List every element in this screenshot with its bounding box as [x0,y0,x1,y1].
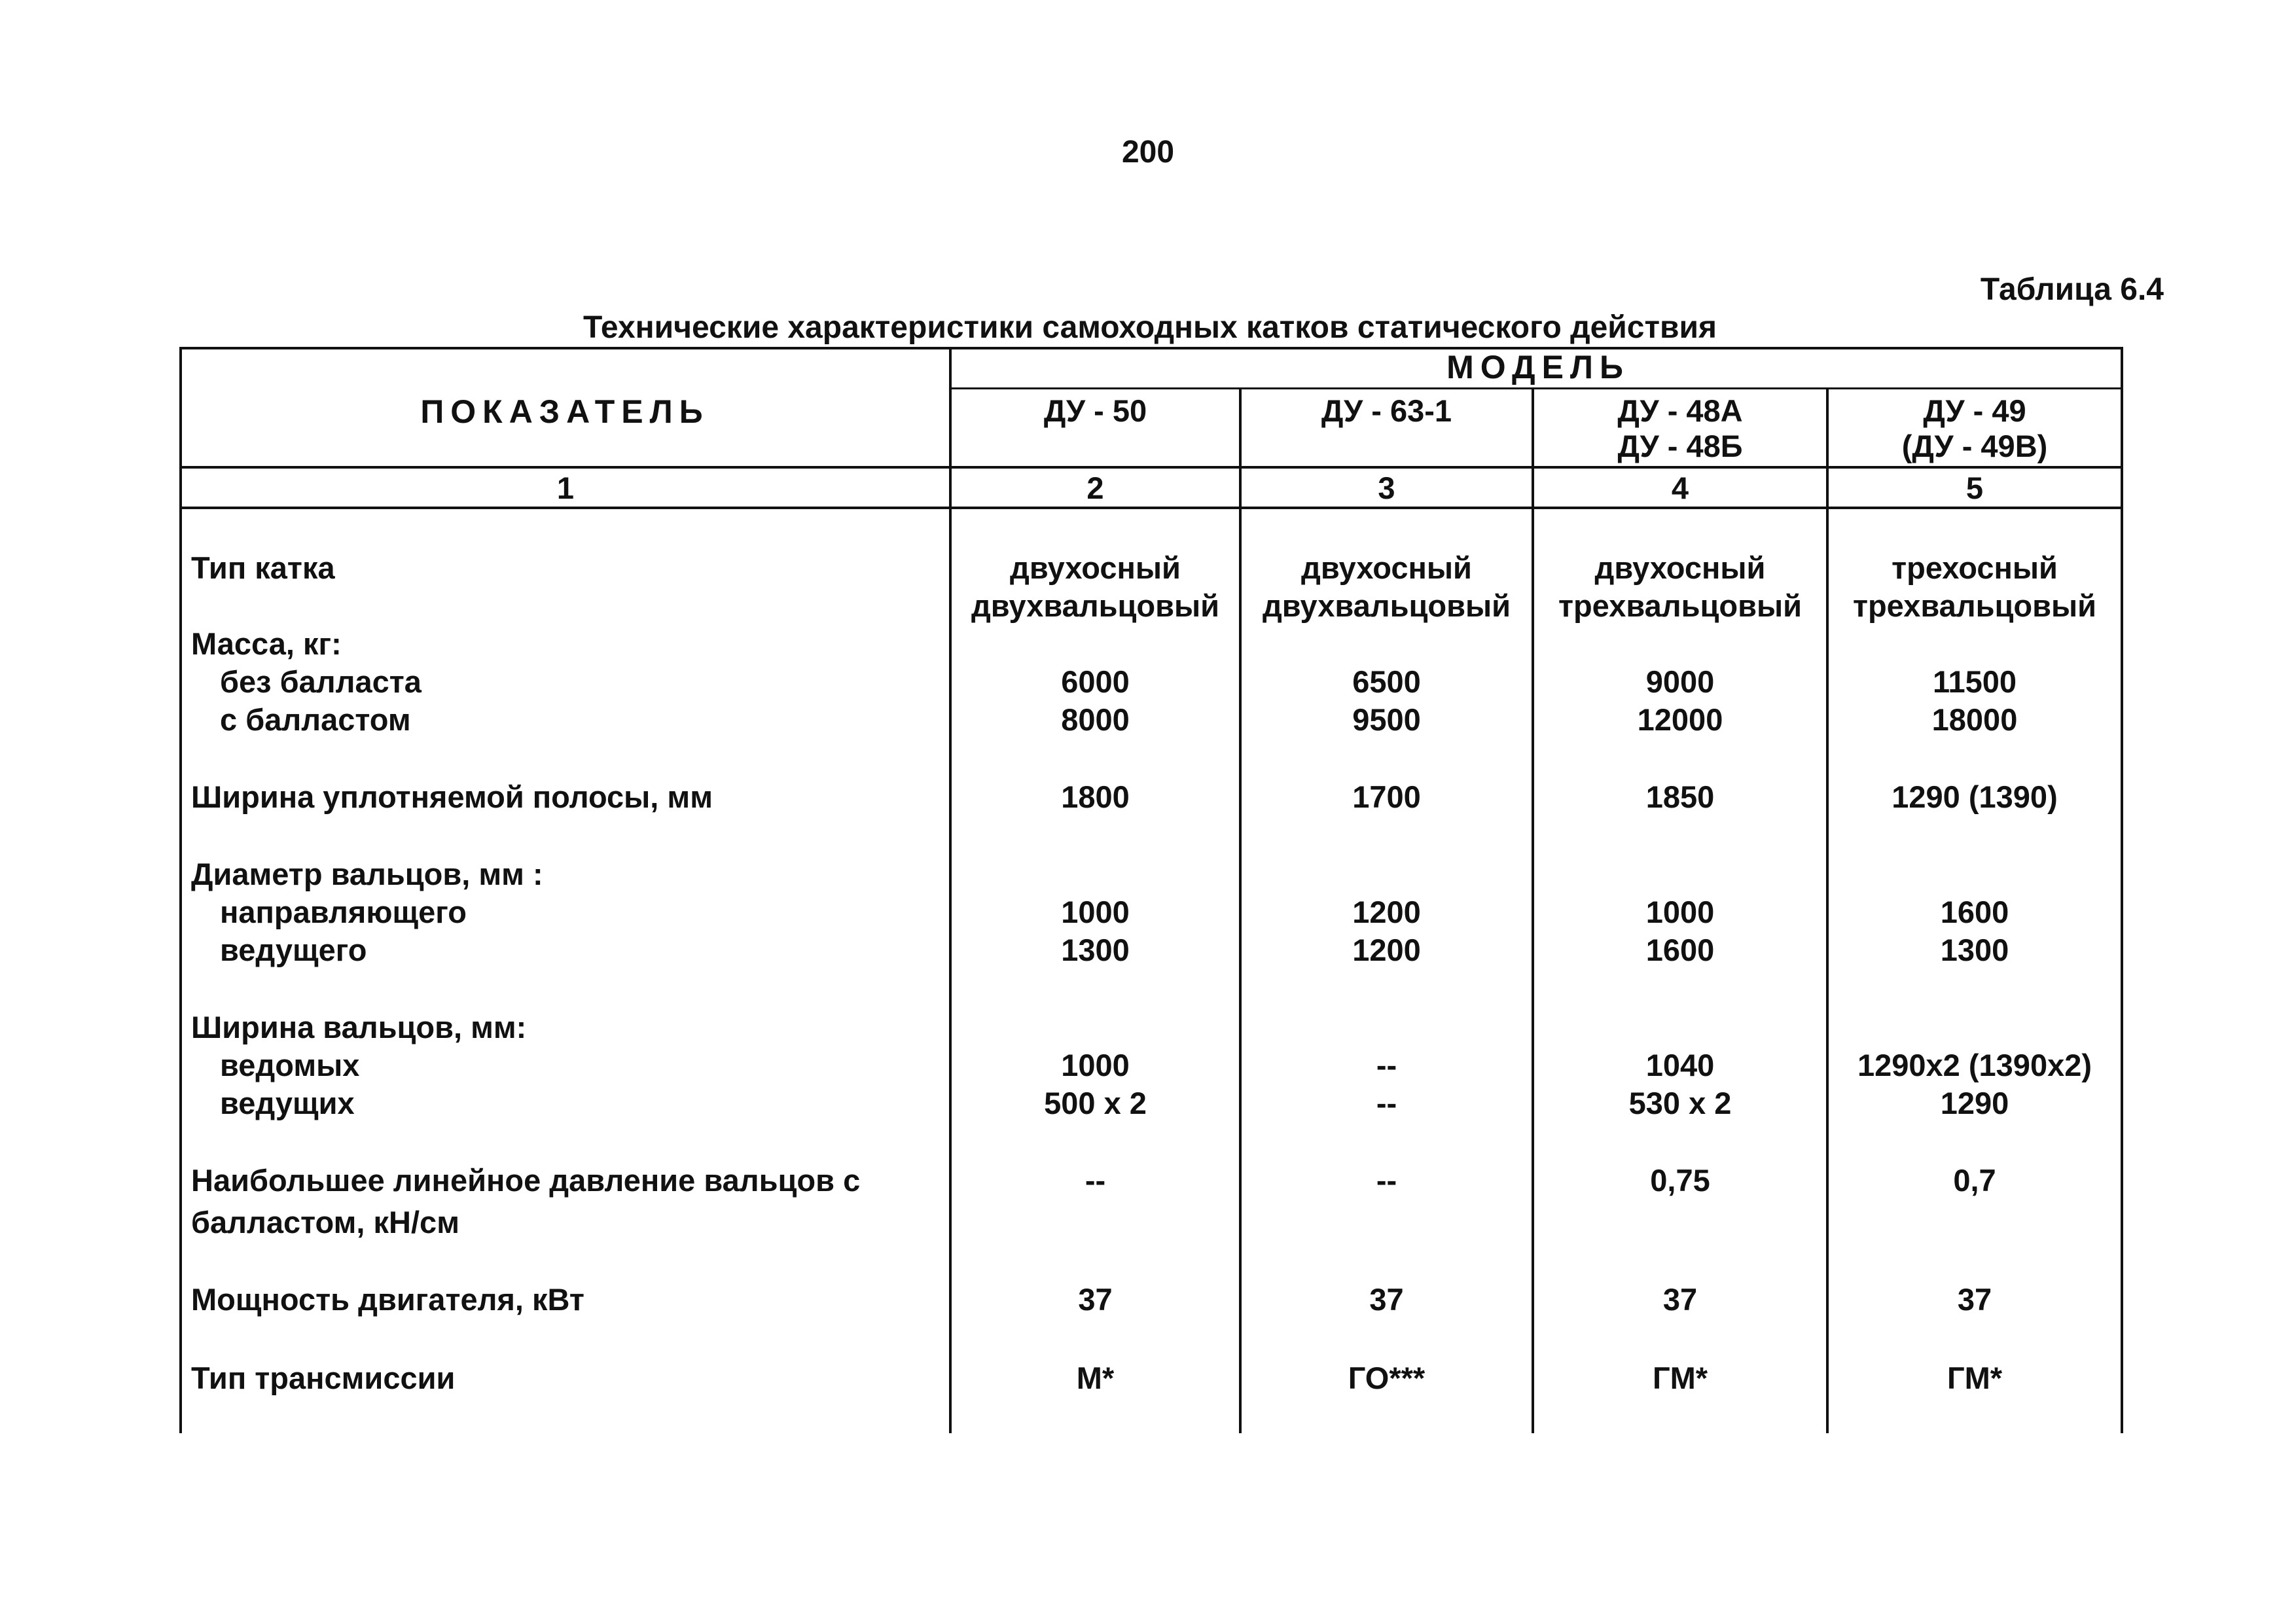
roller-width-drive-value: 1290 [1940,1086,2009,1120]
transmission-value: М* [1076,1361,1115,1395]
model-header-2: ДУ - 63-1 [1321,393,1452,428]
strip-width-value: 1290 (1390) [1892,779,2058,814]
mass-with-ballast-label: с балластом [220,702,411,737]
mass-without-ballast-value: 9000 [1645,664,1715,699]
roller-type-value: двухосный [1010,550,1181,585]
roller-width-label: Ширина вальцов, мм: [191,1010,527,1044]
column-number-5: 5 [1965,471,1984,505]
model-header-4-line2: (ДУ - 49В) [1901,429,2048,463]
roller-diameter-drive-value: 1600 [1645,933,1715,967]
roller-type-value: двухвальцовый [971,588,1220,623]
strip-width-value: 1800 [1061,779,1130,814]
roller-width-drive-value: 500 x 2 [1044,1086,1147,1120]
linear-pressure-value: -- [1085,1163,1106,1198]
roller-type-value: двухосный [1301,550,1472,585]
roller-type-value: трехосный [1892,550,2058,585]
linear-pressure-value: 0,7 [1953,1163,1996,1198]
roller-type-value: двухвальцовый [1262,588,1511,623]
mass-without-ballast-value: 6000 [1061,664,1130,699]
strip-width-value: 1850 [1645,779,1715,814]
roller-width-driven-value: -- [1376,1048,1397,1082]
model-header-3-line1: ДУ - 48А [1617,393,1743,428]
model-header-1: ДУ - 50 [1043,393,1147,428]
model-header-3-line2: ДУ - 48Б [1617,429,1743,463]
strip-width-value: 1700 [1352,779,1421,814]
roller-diameter-drive-value: 1300 [1940,933,2009,967]
column-number-2: 2 [1086,471,1104,505]
column-number-4: 4 [1671,471,1689,505]
mass-without-ballast-value: 11500 [1932,664,2017,699]
roller-diameter-drive-label: ведущего [220,933,367,967]
roller-width-driven-label: ведомых [220,1048,360,1082]
roller-width-drive-value: 530 x 2 [1628,1086,1732,1120]
parameter-column-header: ПОКАЗАТЕЛЬ [420,393,709,430]
roller-diameter-guide-label: направляющего [220,895,467,929]
roller-type-value: трехвальцовый [1852,588,2097,623]
model-group-header: МОДЕЛЬ [1446,349,1630,385]
page-number: 200 [1121,135,1175,169]
roller-width-drive-value: -- [1376,1086,1397,1120]
mass-without-ballast-label: без балласта [220,664,422,699]
roller-width-driven-value: 1040 [1645,1048,1715,1082]
roller-diameter-label: Диаметр вальцов, мм : [191,857,543,891]
roller-diameter-guide-value: 1000 [1061,895,1130,929]
column-number-1: 1 [556,471,575,505]
roller-width-driven-value: 1000 [1061,1048,1130,1082]
strip-width-label: Ширина уплотняемой полосы, мм [191,779,713,814]
mass-with-ballast-value: 8000 [1061,702,1130,737]
roller-width-drive-label: ведущих [220,1086,355,1120]
mass-with-ballast-value: 18000 [1931,702,2018,737]
column-number-3: 3 [1378,471,1395,505]
mass-with-ballast-value: 9500 [1352,702,1421,737]
roller-diameter-drive-value: 1200 [1352,933,1421,967]
mass-label: Масса, кг: [191,626,342,661]
table-number: Таблица 6.4 [1980,272,2164,307]
model-header-4-line1: ДУ - 49 [1923,393,2026,428]
linear-pressure-value: 0,75 [1650,1163,1710,1198]
roller-diameter-guide-value: 1200 [1352,895,1421,929]
table-title: Технические характеристики самоходных катков статического действия [583,310,1717,345]
engine-power-value: 37 [1957,1282,1992,1317]
roller-type-value: трехвальцовый [1558,588,1803,623]
table-border-left [179,347,182,1433]
model-group-underline [950,387,2121,389]
transmission-value: ГО*** [1348,1361,1426,1395]
roller-diameter-drive-value: 1300 [1061,933,1130,967]
engine-power-value: 37 [1078,1282,1113,1317]
linear-pressure-label: Наибольшее линейное давление вальцов с [191,1163,861,1198]
mass-with-ballast-value: 12000 [1637,702,1723,737]
table-border-right [2121,347,2123,1433]
engine-power-value: 37 [1662,1282,1698,1317]
roller-width-driven-value: 1290x2 (1390x2) [1857,1048,2092,1082]
roller-type-value: двухосный [1594,550,1766,585]
roller-type-label: Тип катка [191,550,335,585]
linear-pressure-label-line2: балластом, кН/см [191,1205,459,1240]
roller-diameter-guide-value: 1600 [1940,895,2009,929]
transmission-label: Тип трансмиссии [191,1361,456,1395]
column-divider-1 [949,347,952,1433]
roller-diameter-guide-value: 1000 [1645,895,1715,929]
transmission-value: ГМ* [1652,1361,1708,1395]
engine-power-label: Мощность двигателя, кВт [191,1282,584,1317]
transmission-value: ГМ* [1946,1361,2003,1395]
mass-without-ballast-value: 6500 [1352,664,1421,699]
linear-pressure-value: -- [1376,1163,1397,1198]
engine-power-value: 37 [1369,1282,1404,1317]
